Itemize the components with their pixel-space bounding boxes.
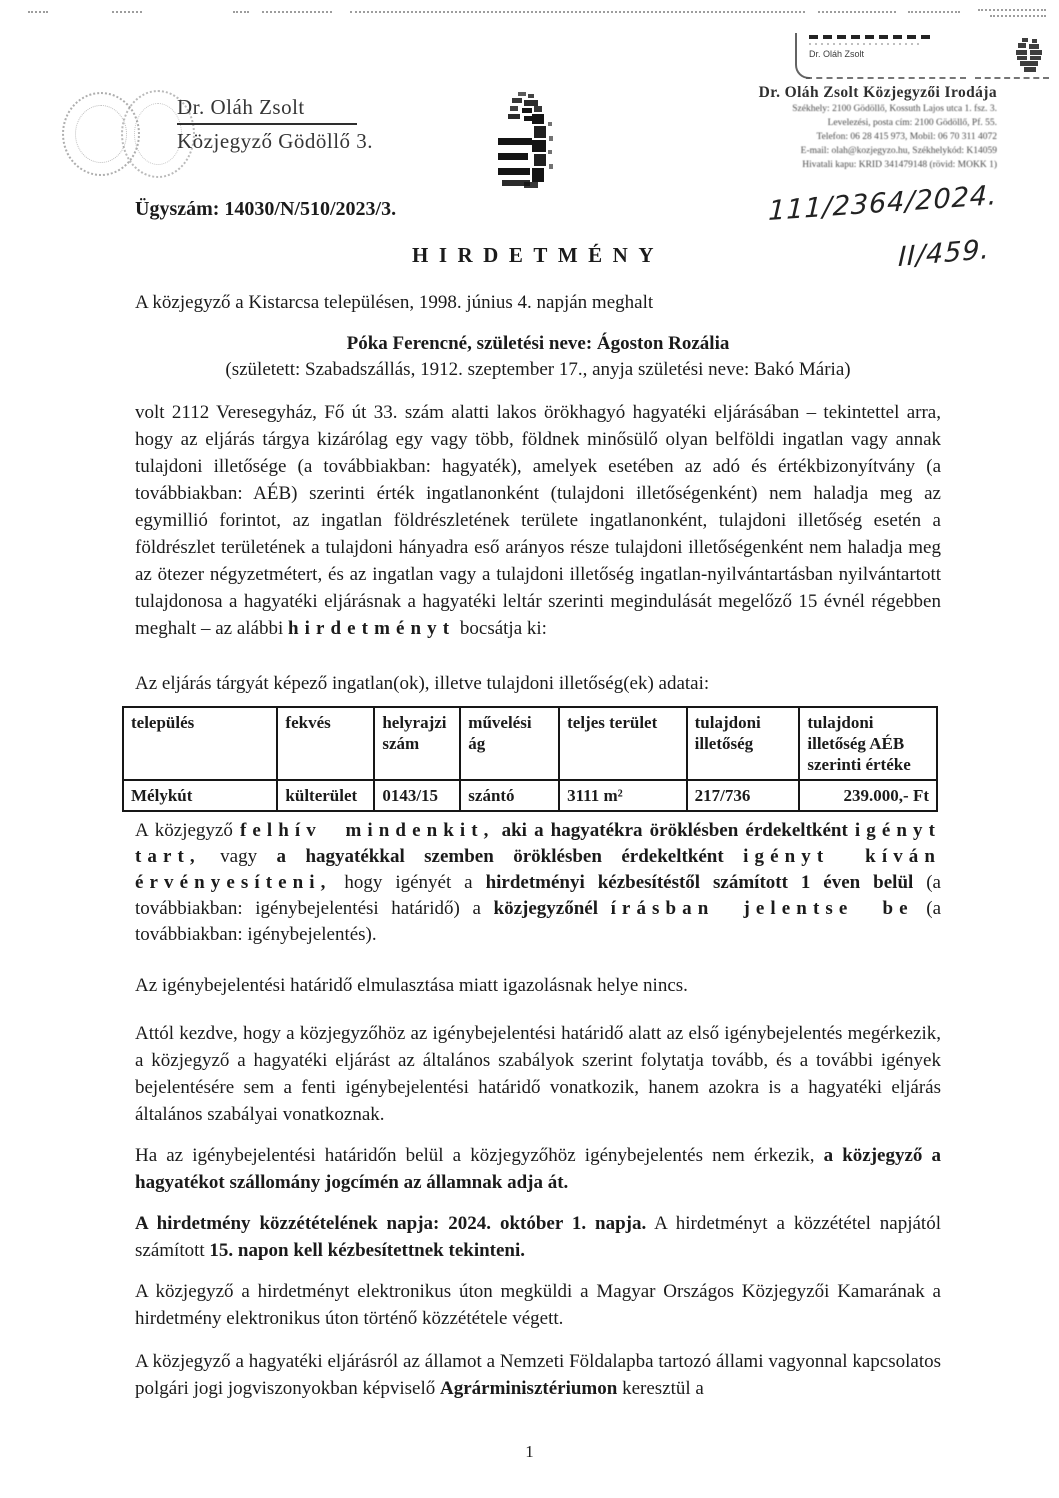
escheat-paragraph <box>135 1142 941 1196</box>
cell-teljes-terulet: 3111 m² <box>559 780 687 811</box>
coat-of-arms <box>498 92 556 188</box>
property-data-table <box>122 706 938 812</box>
call-for-claims-paragraph <box>135 818 941 948</box>
office-name: Dr. Oláh Zsolt Közjegyzői Irodája <box>758 84 997 101</box>
office-postal-line: Levelezési, posta cím: 2100 Gödöllő, Pf. 55. <box>827 118 997 128</box>
scan-artifact-dots <box>990 15 1046 17</box>
deceased-birth-details: (született: Szabadszállás, 1912. szeptember 17., anyja születési neve: Bakó Mária) <box>225 359 851 380</box>
page-number: 1 <box>525 1442 534 1461</box>
stamp-box-name: Dr. Oláh Zsolt <box>809 49 865 59</box>
bold-text: közjegyzőnél <box>493 898 611 919</box>
scan-artifact-dots <box>262 11 332 13</box>
procedure-continues-paragraph: Attól kezdve, hogy a közjegyzőhöz az igénybejelentési határidő alatt az első igénybejelentés megérkezik, a közjegyző a hagyatéki eljárást az általános szabályok szerint folytatja tovább, és a további igények bejelentésére sem a fenti igénybejelentési határidő vonatkozik, hanem azokra is a hagyatéki eljárás általános szabályai vonatkoznak. <box>135 1023 941 1125</box>
publication-date-paragraph <box>135 1210 941 1264</box>
col-header-aeb-ertek: tulajdoni illetőség AÉB szerinti értéke <box>799 707 937 780</box>
bold-text: a hagyatékkal szemben öröklésben érdekeltként <box>276 846 744 867</box>
emphasized-phrase: írásban jelentse be <box>610 898 914 919</box>
paragraph-text: A közjegyző a hagyatéki eljárásról az államot a Nemzeti Földalapba tartozó állami vagyonnal kapcsolatos polgári jogi jogviszonyokban képviselő <box>135 1351 941 1399</box>
scan-artifact-dots <box>112 11 142 13</box>
paragraph-text: keresztül a <box>617 1378 704 1399</box>
paragraph-text: vagy <box>200 846 277 867</box>
cell-muvelesi-ag: szántó <box>460 780 559 811</box>
stamp-box-dashes <box>809 35 935 39</box>
case-number: Ügyszám: 14030/N/510/2023/3. <box>135 198 397 220</box>
paragraph-text: A közjegyző <box>135 820 240 841</box>
bold-text: hirdetményi kézbesítéstől számított 1 éven belül <box>485 872 914 893</box>
legal-basis-paragraph <box>135 399 941 642</box>
scan-artifact-dots <box>28 11 48 13</box>
letterhead-logo <box>177 95 373 154</box>
bold-text: 15. napon kell kézbesítettnek tekinteni. <box>209 1240 526 1261</box>
stamp-box-bracket <box>795 33 810 79</box>
scan-artifact-dots <box>350 11 805 13</box>
letterhead-title: Közjegyző Gödöllő 3. <box>177 129 374 153</box>
paragraph-text: (a továbbiakban: igénybejelentés). <box>135 898 941 945</box>
col-header-helyrajzi-szam: helyrajzi szám <box>374 707 460 780</box>
stamp-box-underline <box>806 77 966 79</box>
paragraph-text: Ha az igénybejelentési határidőn belül a közjegyzőhöz igénybejelentés nem érkezik, <box>135 1145 824 1166</box>
table-header-row <box>123 707 937 780</box>
scan-artifact-dots <box>908 11 960 13</box>
notary-seal-inner-ring <box>75 105 127 163</box>
received-stamp-box <box>809 35 967 77</box>
handwritten-number-2: II/459. <box>897 233 991 274</box>
col-header-tulajdoni-illetoseg: tulajdoni illetőség <box>687 707 800 780</box>
paragraph-text: volt 2112 Veresegyház, Fő út 33. szám alatti lakos örökhagyó hagyatéki eljárásában – tekintettel arra, hogy az eljárás tárgya kizárólag egy vagy több, földnek minősülő olyan belföldi ingatlan vagy annak tulajdoni illetősége (a továbbiakban: hagyaték), amelyek esetében az adó és értékbizonyítvány (a továbbiakban: AÉB) szerinti érték ingatlanonként (tulajdoni illetőségenként) nem haladja meg az egymillió forintot, az ingatlan földrészletének területe ingatlanonként, tulajdoni illetőség esetén a földrészlet területének a tulajdoni hányadra eső arányos része tulajdoni illetőségenként nem haladja meg az ötezer négyzetmétert, és az ingatlan vagy a tulajdoni illetőség ingatlan-nyilvántartásban nyilvántartott tulajdonosa a hagyatéki eljárásnak a hagyatéki leltár szerinti megindulását megelőző 15 évnél régebben meghalt – az alábbi <box>135 402 941 639</box>
table-intro-line: Az eljárás tárgyát képező ingatlan(ok), illetve tulajdoni illetőség(ek) adatai: <box>135 673 710 694</box>
col-header-telepules: település <box>123 707 277 780</box>
deadline-missed-paragraph: Az igénybejelentési határidő elmulasztása miatt igazolásnak helye nincs. <box>135 975 688 996</box>
office-gateway-line: Hivatali kapu: KRID 341479148 (rövid: MOKK 1) <box>802 160 997 170</box>
cell-telepules: Mélykút <box>123 780 277 811</box>
notary-seal-inner-ring <box>134 103 182 165</box>
table-row <box>123 780 937 811</box>
paragraph-text: bocsátja ki: <box>455 618 547 639</box>
cell-aeb-ertek: 239.000,- Ft <box>799 780 937 811</box>
deceased-name: Póka Ferencné, születési neve: Ágoston Rozália <box>346 333 730 354</box>
emphasized-word: hirdetményt <box>288 618 456 639</box>
office-contact-block <box>657 84 997 172</box>
cell-tulajdoni-illetoseg: 217/736 <box>687 780 800 811</box>
col-header-fekves: fekvés <box>277 707 374 780</box>
bold-text: aki a hagyatékra öröklésben érdekeltként <box>494 820 855 841</box>
emphasized-phrase: felhív mindenkit, <box>240 820 495 841</box>
emphasized-phrase: igényt tart, <box>135 820 941 867</box>
scan-artifact-dots <box>978 9 1046 11</box>
bold-text: a közjegyző a hagyatékot szállomány jogcímén az államnak adja át. <box>135 1145 942 1193</box>
stamp-box-dots <box>809 43 921 45</box>
emphasized-phrase: igényt kíván érvényesíteni, <box>135 846 941 893</box>
cell-helyrajzi-szam: 0143/15 <box>374 780 460 811</box>
handwritten-number-1: 111/2364/2024. <box>767 179 999 228</box>
small-crest-icon <box>1014 38 1044 74</box>
letterhead-name: Dr. Oláh Zsolt <box>177 95 357 125</box>
paragraph-text: A hirdetményt a közzététel napjától számított <box>135 1213 941 1261</box>
col-header-teljes-terulet: teljes terület <box>559 707 687 780</box>
stamp-box-underline <box>975 77 1049 79</box>
electronic-publication-paragraph: A közjegyző a hirdetményt elektronikus úton megküldi a Magyar Országos Közjegyzői Kamarának a hirdetmény elektronikus úton történő közzététele végett. <box>135 1281 941 1329</box>
col-header-muvelesi-ag: művelési ág <box>460 707 559 780</box>
office-email-line: E-mail: olah@kozjegyzo.hu, Székhelykód: K14059 <box>800 146 997 156</box>
scan-artifact-dots <box>233 11 249 13</box>
bold-text: Agrárminisztériumon <box>440 1378 618 1399</box>
state-representation-paragraph <box>135 1348 941 1402</box>
intro-paragraph: A közjegyző a Kistarcsa településen, 1998. június 4. napján meghalt <box>135 292 654 313</box>
office-phone-line: Telefon: 06 28 415 973, Mobil: 06 70 311 4072 <box>816 132 997 142</box>
paragraph-text: (a továbbiakban: igénybejelentési határidő) a <box>135 872 941 919</box>
document-title: HIRDETMÉNY <box>411 243 664 267</box>
cell-fekves: külterület <box>277 780 374 811</box>
scan-artifact-dots <box>818 11 896 13</box>
office-address-line: Székhely: 2100 Gödöllő, Kossuth Lajos utca 1. fsz. 3. <box>792 104 997 114</box>
bold-text: A hirdetmény közzétételének napja: 2024. október 1. napja. <box>135 1213 647 1234</box>
paragraph-text: hogy igényét a <box>331 872 486 893</box>
